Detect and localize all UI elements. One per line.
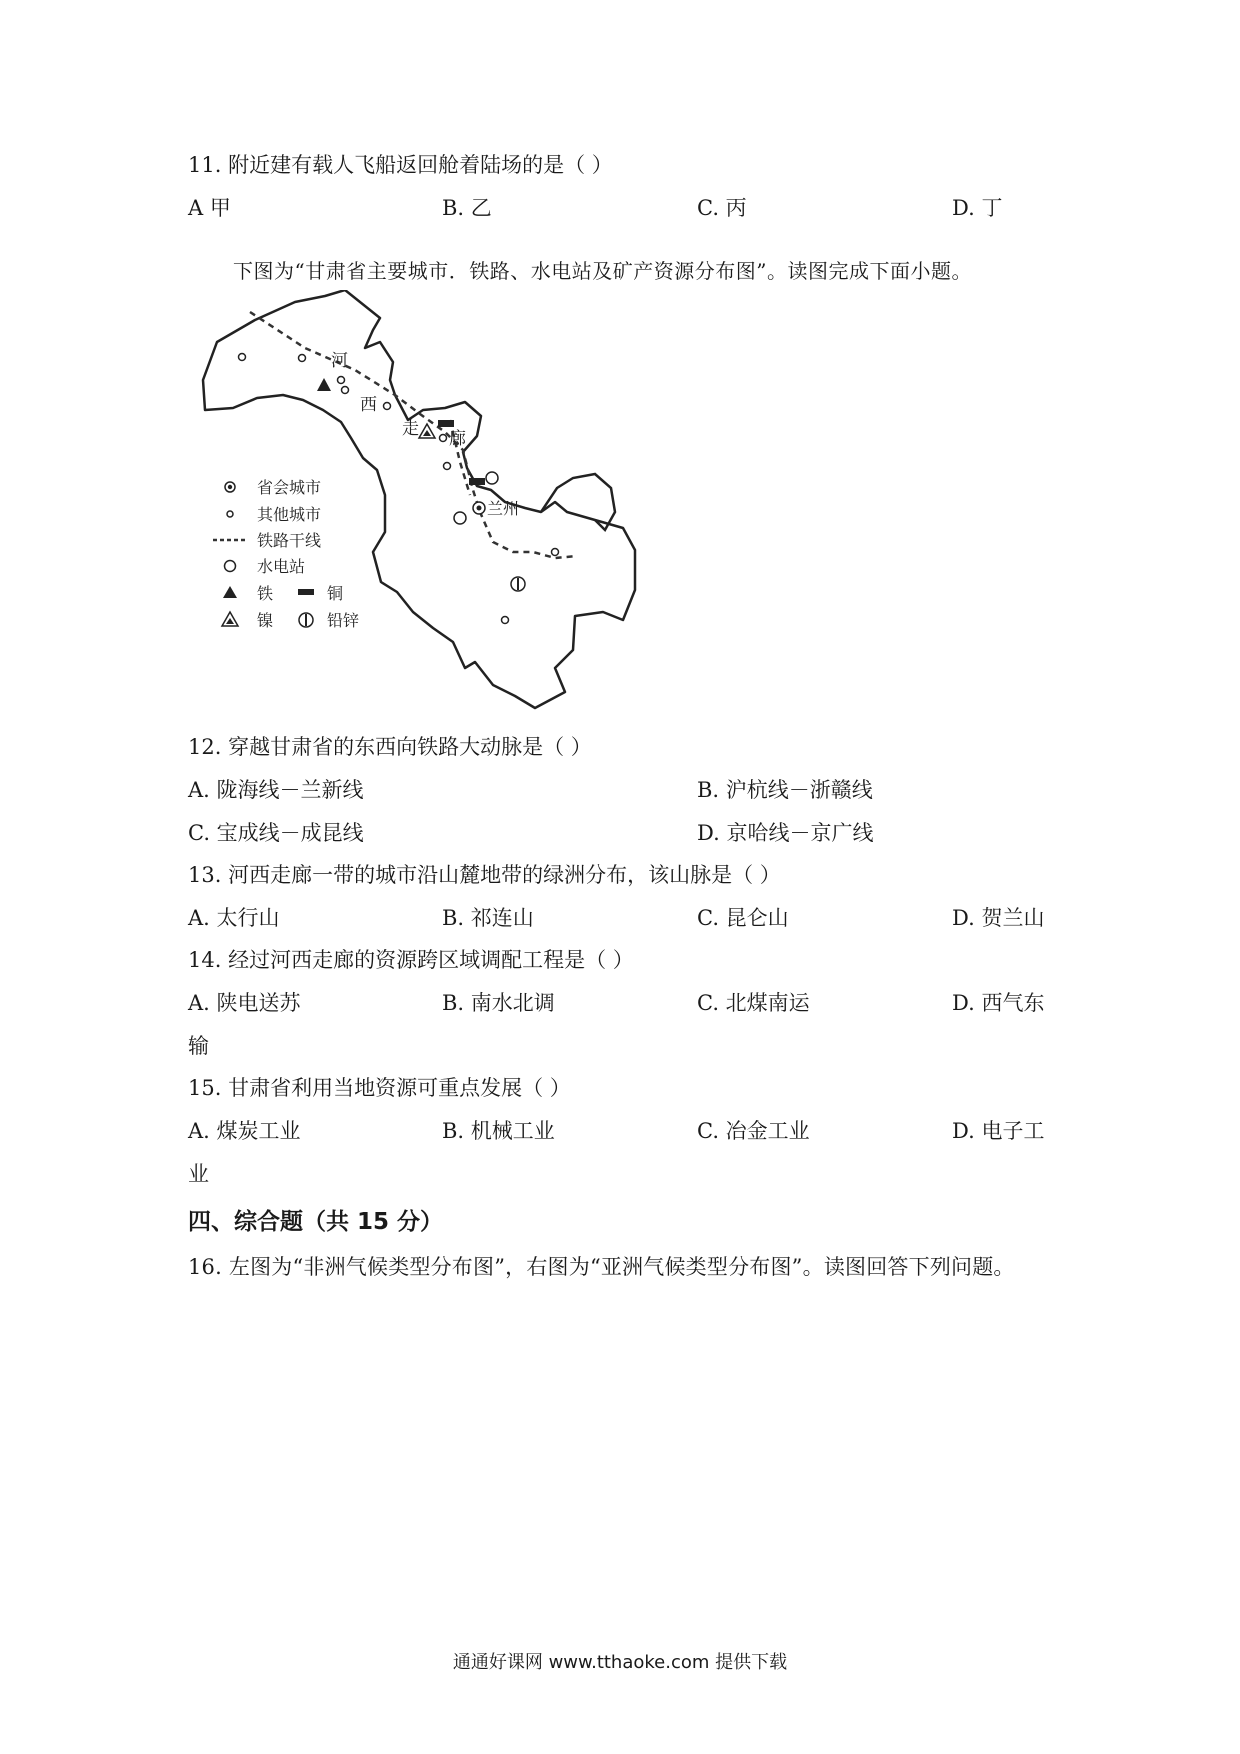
- gansu-map: [195, 290, 695, 715]
- legend-copper: 铜: [327, 584, 344, 603]
- q11-option-c: C. 丙: [697, 196, 747, 220]
- capital-marker-dot: [477, 506, 482, 511]
- q12-option-d: D. 京哈线－京广线: [697, 821, 874, 845]
- question-16-stem: 16. 左图为“非洲气候类型分布图”，右图为“亚洲气候类型分布图”。读图回答下列问题。: [188, 1255, 1015, 1279]
- question-12-stem: 12. 穿越甘肃省的东西向铁路大动脉是（ ）: [188, 735, 592, 759]
- page-footer: 通通好课网 www.tthaoke.com 提供下载: [452, 1652, 788, 1673]
- q12-option-c: C. 宝成线－成昆线: [188, 821, 364, 845]
- label-lang: 廊: [449, 429, 466, 449]
- q13-option-b: B. 祁连山: [442, 906, 534, 930]
- label-xi: 西: [360, 395, 377, 415]
- label-zou: 走: [402, 419, 419, 439]
- q15-option-b: B. 机械工业: [442, 1119, 555, 1143]
- q12-option-b: B. 沪杭线－浙赣线: [697, 778, 873, 802]
- map-legend: [213, 478, 359, 630]
- q15-option-d-continuation: 业: [188, 1162, 209, 1186]
- legend-capital: 省会城市: [257, 478, 322, 497]
- q14-option-d-continuation: 输: [188, 1034, 209, 1058]
- city-marker: [299, 355, 306, 362]
- q13-option-d: D. 贺兰山: [952, 906, 1045, 930]
- q15-option-c: C. 冶金工业: [697, 1119, 810, 1143]
- city-marker: [502, 617, 509, 624]
- q11-option-b: B. 乙: [442, 196, 492, 220]
- city-marker: [552, 549, 559, 556]
- question-13-stem: 13. 河西走廊一带的城市沿山麓地带的绿洲分布，该山脉是（ ）: [188, 863, 781, 887]
- hydro-station-marker: [454, 512, 466, 524]
- copper-marker: [469, 478, 485, 485]
- map-intro: 下图为“甘肃省主要城市．铁路、水电站及矿产资源分布图”。读图完成下面小题。: [233, 259, 972, 283]
- q14-option-b: B. 南水北调: [442, 991, 555, 1015]
- city-marker: [384, 403, 391, 410]
- city-marker: [342, 387, 349, 394]
- label-he: 河: [331, 351, 348, 371]
- section-heading: 四、综合题（共 15 分）: [188, 1209, 444, 1235]
- legend-city: 其他城市: [257, 505, 322, 524]
- q11-option-d: D. 丁: [952, 196, 1003, 220]
- legend-nickel: 镍: [257, 611, 274, 630]
- legend-hydro: 水电站: [257, 557, 306, 576]
- question-14-stem: 14. 经过河西走廊的资源跨区域调配工程是（ ）: [188, 948, 634, 972]
- legend-rail: 铁路干线: [257, 531, 322, 550]
- city-marker: [239, 354, 246, 361]
- q11-option-a: A 甲: [188, 196, 231, 220]
- city-marker: [338, 377, 345, 384]
- q13-option-a: A. 太行山: [188, 906, 280, 930]
- q14-option-a: A. 陕电送苏: [188, 991, 301, 1015]
- q14-option-d: D. 西气东: [952, 991, 1045, 1015]
- hydro-station-marker: [486, 472, 498, 484]
- q14-option-c: C. 北煤南运: [697, 991, 810, 1015]
- q15-option-d: D. 电子工: [952, 1119, 1045, 1143]
- question-15-stem: 15. 甘肃省利用当地资源可重点发展（ ）: [188, 1076, 571, 1100]
- legend-leadzinc: 铅锌: [327, 611, 360, 630]
- legend-iron: 铁: [257, 584, 274, 603]
- q15-option-a: A. 煤炭工业: [188, 1119, 301, 1143]
- city-marker: [440, 435, 447, 442]
- q13-option-c: C. 昆仑山: [697, 906, 789, 930]
- label-lanzhou: 兰州: [487, 499, 520, 518]
- city-marker: [444, 463, 451, 470]
- gansu-outline: [203, 290, 635, 708]
- copper-marker: [438, 420, 454, 427]
- q12-option-a: A. 陇海线－兰新线: [188, 778, 364, 802]
- question-11-stem: 11. 附近建有载人飞船返回舱着陆场的是（ ）: [188, 153, 613, 177]
